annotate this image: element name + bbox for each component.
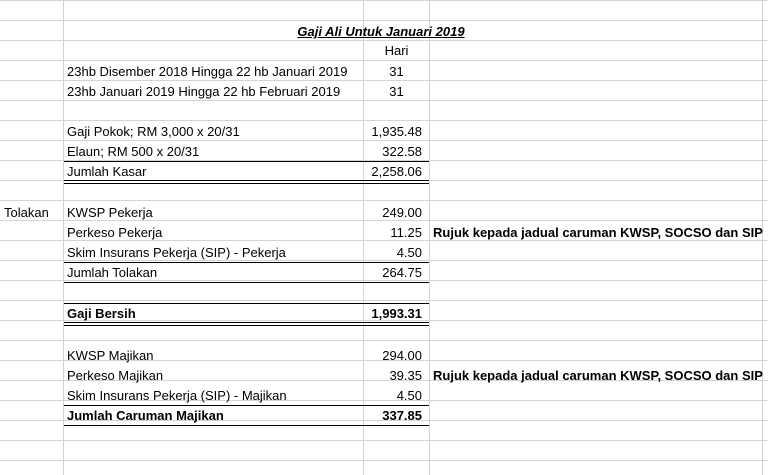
earning-label[interactable]: Gaji Pokok; RM 3,000 x 20/31 [67,124,240,139]
row-divider [0,300,768,301]
total-deductions-label[interactable]: Jumlah Tolakan [67,265,158,280]
deduction-label[interactable]: Skim Insurans Pekerja (SIP) - Pekerja [67,245,286,260]
bottom-border [64,282,429,283]
double-bottom-border [64,325,429,326]
employer-label[interactable]: Skim Insurans Pekerja (SIP) - Majikan [67,388,287,403]
hari-header[interactable]: Hari [384,43,409,58]
row-divider [0,340,768,341]
period-label[interactable]: 23hb Januari 2019 Hingga 22 hb Februari 2019 [67,84,341,99]
earning-amount[interactable]: 1,935.48 [371,124,422,139]
row-divider [0,440,768,441]
employer-total-amount[interactable]: 337.85 [382,408,422,423]
row-divider [0,460,768,461]
employer-amount[interactable]: 39.35 [389,368,422,383]
row-divider [0,200,768,201]
earning-label[interactable]: Elaun; RM 500 x 20/31 [67,144,200,159]
double-bottom-border [64,322,429,323]
earning-amount[interactable]: 322.58 [382,144,422,159]
row-divider [0,20,768,21]
deduction-amount[interactable]: 11.25 [390,225,422,240]
column-divider [429,0,430,475]
net-salary-amount[interactable]: 1,993.31 [371,306,422,321]
deduction-label[interactable]: KWSP Pekerja [67,205,153,220]
gross-label[interactable]: Jumlah Kasar [67,164,147,179]
period-days[interactable]: 31 [389,84,404,99]
row-divider [0,0,768,1]
employer-amount[interactable]: 294.00 [382,348,422,363]
column-divider [63,0,64,475]
deduction-amount[interactable]: 4.50 [396,245,422,260]
deductions-header[interactable]: Tolakan [4,205,49,220]
employer-label[interactable]: KWSP Majikan [67,348,154,363]
double-bottom-border [64,183,429,184]
employer-note[interactable]: Rujuk kepada jadual caruman KWSP, SOCSO dan SIP [433,368,763,383]
deductions-note[interactable]: Rujuk kepada jadual caruman KWSP, SOCSO dan SIP [433,225,763,240]
double-bottom-border [64,180,429,181]
net-salary-label[interactable]: Gaji Bersih [67,306,136,321]
gross-amount[interactable]: 2,258.06 [371,164,422,179]
bottom-border [64,425,429,426]
employer-total-label[interactable]: Jumlah Caruman Majikan [67,408,224,423]
employer-label[interactable]: Perkeso Majikan [67,368,164,383]
deduction-label[interactable]: Perkeso Pekerja [67,225,163,240]
row-divider [0,120,768,121]
period-days[interactable]: 31 [389,64,404,79]
sheet-title[interactable]: Gaji Ali Untuk Januari 2019 [297,24,465,39]
employer-amount[interactable]: 4.50 [396,388,422,403]
total-deductions-amount[interactable]: 264.75 [382,265,422,280]
period-label[interactable]: 23hb Disember 2018 Hingga 22 hb Januari 2019 [67,64,348,79]
deduction-amount[interactable]: 249.00 [382,205,422,220]
